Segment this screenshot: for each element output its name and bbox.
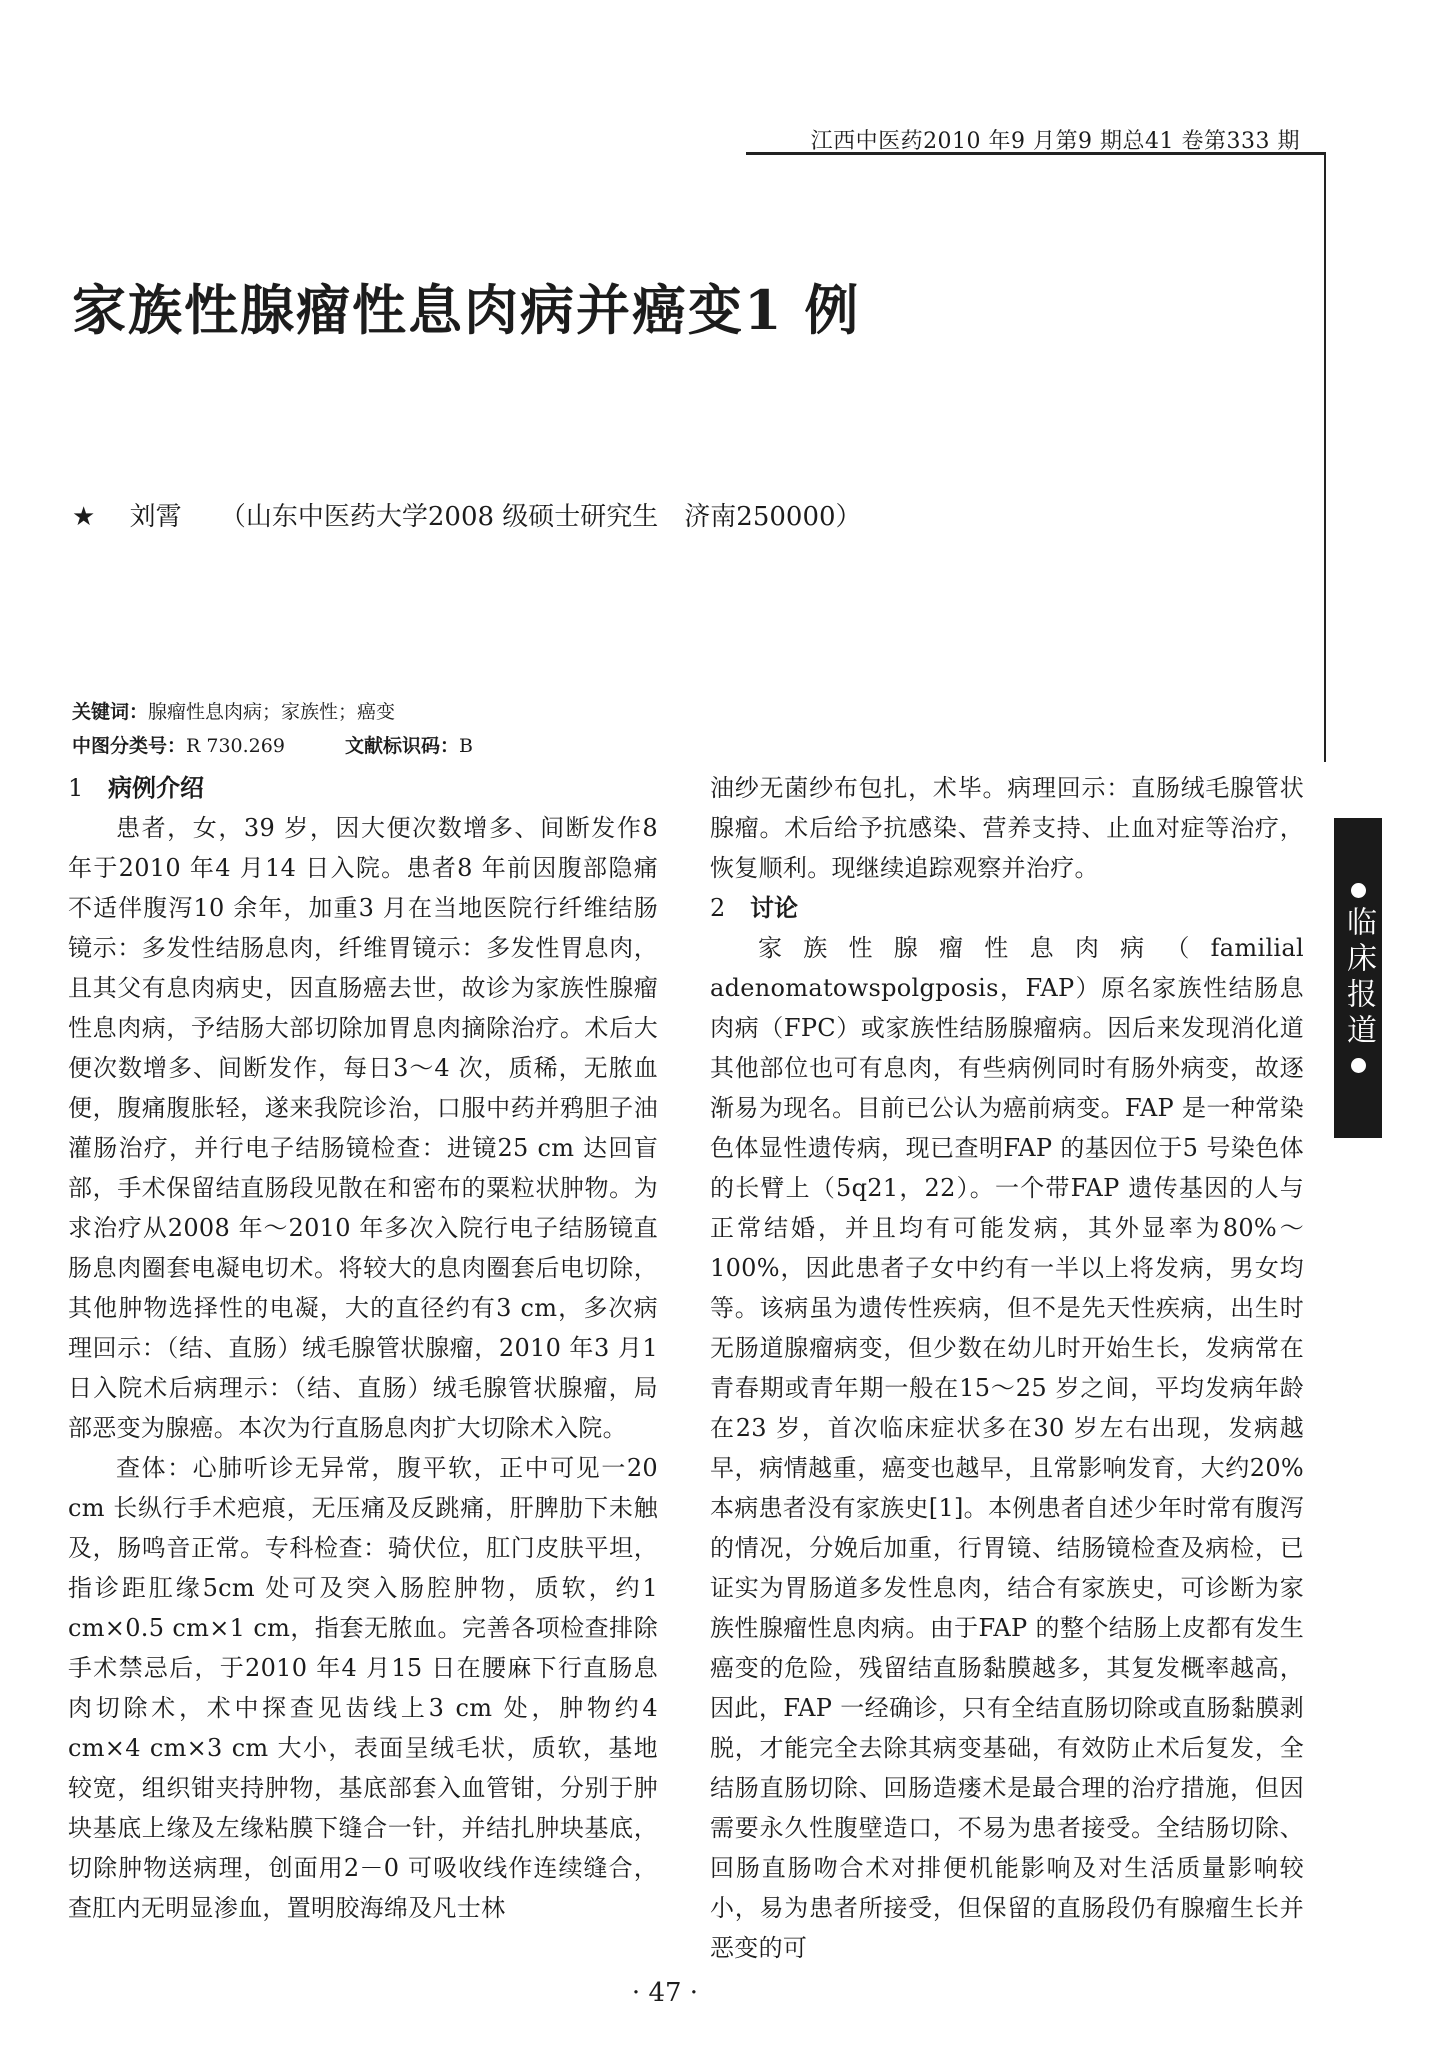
section-number: 2 — [710, 894, 726, 922]
side-tab-label: 临床报道 — [1341, 906, 1376, 1050]
right-vertical-rule — [1324, 152, 1326, 762]
journal-info: 江西中医药2010 年9 月第9 期总41 卷第333 期 — [810, 129, 1300, 154]
keywords-line — [72, 697, 395, 724]
author-affiliation: （山东中医药大学2008 级硕士研究生 济南250000） — [219, 502, 862, 532]
section-heading — [710, 888, 1304, 928]
class-value: R 730.269 — [186, 735, 285, 757]
class-label: 中图分类号： — [72, 735, 187, 757]
exam-paragraph: 查体：心肺听诊无异常，腹平软，正中可见一20 cm 长纵行手术疤痕，无压痛及反跳痛，肝脾肋下未触及，肠鸣音正常。专科检查：骑伏位，肛门皮肤平坦，指诊距肛缘5cm 处可及突入肠腔肿物，质软，约1 cm×0.5 cm×1 cm，指套无脓血。完善各项检查排除手术禁忌后，于2010 年4 月15 日在腰麻下行直肠息肉切除术，术中探查见齿线上3 cm 处，肿物约4 cm×4 cm×3 cm 大小，表面呈绒毛状，质软，基地较宽，组织钳夹持肿物，基底部套入血管钳，分别于肿块基底上缘及左缘粘膜下缝合一针，并结扎肿块基底，切除肿物送病理，创面用2－0 可吸收线作连续缝合，查肛内无明显渗血，置明胶海绵及凡士林 — [68, 1454, 658, 1922]
continued-paragraph: 油纱无菌纱布包扎，术毕。病理回示：直肠绒毛腺管状腺瘤。术后给予抗感染、营养支持、止血对症等治疗，恢复顺利。现继续追踪观察并治疗。 — [710, 774, 1304, 882]
keywords-text: 腺瘤性息肉病；家族性；癌变 — [148, 701, 396, 723]
section-heading — [68, 768, 658, 808]
star-icon: ★ — [72, 502, 96, 532]
keywords-label: 关键词： — [72, 701, 149, 723]
bullet-dot-icon — [1351, 883, 1366, 898]
section-number: 1 — [68, 774, 84, 802]
doc-value: B — [458, 735, 473, 757]
case-paragraph: 患者，女，39 岁，因大便次数增多、间断发作8 年于2010 年4 月14 日入院。患者8 年前因腹部隐痛不适伴腹泻10 余年，加重3 月在当地医院行纤维结肠镜示：多发性结肠息肉，纤维胃镜示：多发性胃息肉，且其父有息肉病史，因直肠癌去世，故诊为家族性腺瘤性息肉病，予结肠大部切除加胃息肉摘除治疗。术后大便次数增多、间断发作，每日3～4 次，质稀，无脓血便，腹痛腹胀轻，遂来我院诊治，口服中药并鸦胆子油灌肠治疗，并行电子结肠镜检查：进镜25 cm 达回盲部，手术保留结直肠段见散在和密布的粟粒状肿物。为求治疗从2008 年～2010 年多次入院行电子结肠镜直肠息肉圈套电凝电切术。将较大的息肉圈套后电切除，其他肿物选择性的电凝，大的直径约有3 cm，多次病理回示：（结、直肠）绒毛腺管状腺瘤，2010 年3 月1 日入院术后病理示：（结、直肠）绒毛腺管状腺瘤，局部恶变为腺癌。本次为行直肠息肉扩大切除术入院。 — [68, 814, 658, 1442]
classification-line — [72, 731, 473, 758]
author-line — [72, 496, 972, 533]
left-column — [68, 768, 658, 1928]
section-title: 讨论 — [750, 894, 798, 922]
right-column — [710, 768, 1304, 1968]
doc-label: 文献标识码： — [344, 735, 459, 757]
section-title: 病例介绍 — [108, 774, 204, 802]
page-number: · 47 · — [631, 1978, 699, 2008]
article-title: 家族性腺瘤性息肉病并癌变1 例 — [72, 278, 861, 342]
discussion-paragraph: 家族性腺瘤性息肉病（familial adenomatowspolgposis，FAP）原名家族性结肠息肉病（FPC）或家族性结肠腺瘤病。因后来发现消化道其他部位也可有息肉，有些病例同时有肠外病变，故逐渐易为现名。目前已公认为癌前病变。FAP 是一种常染色体显性遗传病，现已查明FAP 的基因位于5 号染色体的长臂上（5q21，22）。一个带FAP 遗传基因的人与正常结婚，并且均有可能发病，其外显率为80%～100%，因此患者子女中约有一半以上将发病，男女均等。该病虽为遗传性疾病，但不是先天性疾病，出生时无肠道腺瘤病变，但少数在幼儿时开始生长，发病常在青春期或青年期一般在15～25 岁之间，平均发病年龄在23 岁，首次临床症状多在30 岁左右出现，发病越早，病情越重，癌变也越早，且常影响发育，大约20%本病患者没有家族史[1]。本例患者自述少年时常有腹泻的情况，分娩后加重，行胃镜、结肠镜检查及病检，已证实为胃肠道多发性息肉，结合有家族史，可诊断为家族性腺瘤性息肉病。由于FAP 的整个结肠上皮都有发生癌变的危险，残留结直肠黏膜越多，其复发概率越高，因此，FAP 一经确诊，只有全结直肠切除或直肠黏膜剥脱，才能完全去除其病变基础，有效防止术后复发，全结肠直肠切除、回肠造瘘术是最合理的治疗措施，但因需要永久性腹壁造口，不易为患者接受。全结肠切除、回肠直肠吻合术对排便机能影响及对生活质量影响较小，易为患者所接受，但保留的直肠段仍有腺瘤生长并恶变的可 — [710, 934, 1304, 1962]
author-name: 刘霄 — [129, 502, 182, 532]
bullet-dot-icon — [1351, 1058, 1366, 1073]
section-side-tab — [1334, 818, 1382, 1138]
